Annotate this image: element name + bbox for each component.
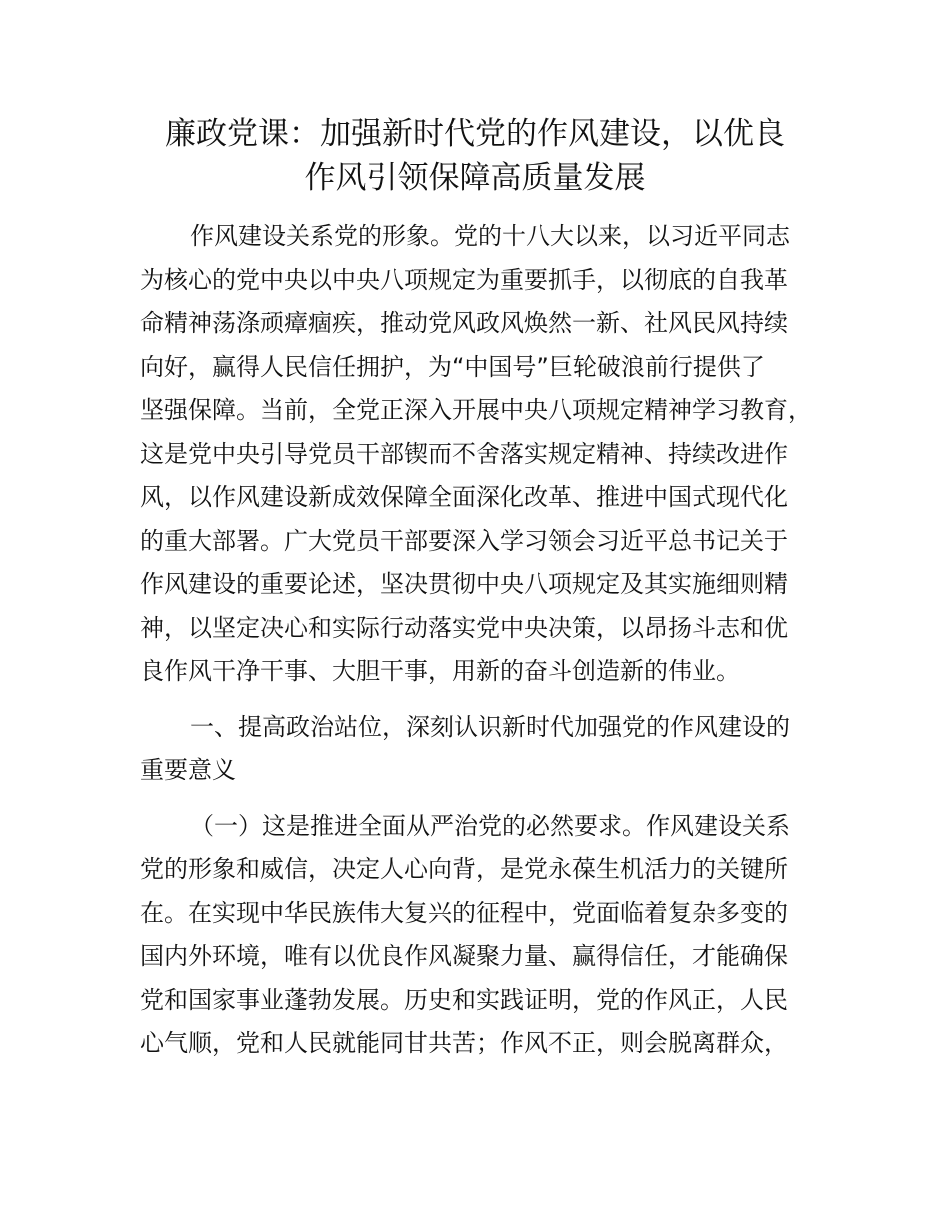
paragraph-intro xyxy=(140,215,820,694)
title-line: 廉政党课：加强新时代党的作风建设，以优良 xyxy=(165,116,785,152)
text-line: 心气顺，党和人民就能同甘共苦；作风不正，则会脱离群众， xyxy=(140,1029,788,1057)
paragraph-subsection-1 xyxy=(140,805,820,1066)
paragraph-spacer xyxy=(140,793,820,805)
text-line: 良作风干净干事、大胆干事，用新的奋斗创造新的伟业。 xyxy=(140,657,740,685)
document-title xyxy=(100,112,850,199)
text-line: 为核心的党中央以中央八项规定为重要抓手，以彻底的自我革 xyxy=(140,265,788,294)
text-line: 命精神荡涤顽瘴痼疾，推动党风政风焕然一新、社风民风持续 xyxy=(140,309,788,337)
paragraph-spacer xyxy=(140,694,820,706)
text-line: 这是党中央引导党员干部锲而不舍落实规定精神、持续改进作 xyxy=(140,439,788,468)
text-line: 作风建设关系党的形象。党的十八大以来，以习近平同志 xyxy=(190,222,790,250)
text-line: 坚强保障。当前，全党正深入开展中央八项规定精神学习教育， xyxy=(140,396,812,424)
text-line: 国内外环境，唯有以优良作风凝聚力量、赢得信任，才能确保 xyxy=(140,942,788,970)
section-heading xyxy=(140,706,820,793)
heading-line: 一、提高政治站位，深刻认识新时代加强党的作风建设的 xyxy=(190,712,790,741)
heading-line: 重要意义 xyxy=(140,756,236,784)
text-line: 向好，赢得人民信任拥护，为“中国号”巨轮破浪前行提供了 xyxy=(140,352,765,381)
text-line: 党和国家事业蓬勃发展。历史和实践证明，党的作风正，人民 xyxy=(140,985,788,1014)
text-line: 作风建设的重要论述，坚决贯彻中央八项规定及其实施细则精 xyxy=(140,570,788,598)
text-line: 神，以坚定决心和实际行动落实党中央决策，以昂扬斗志和优 xyxy=(140,613,788,642)
document-body xyxy=(140,215,820,1066)
text-line: 在。在实现中华民族伟大复兴的征程中，党面临着复杂多变的 xyxy=(140,898,788,927)
text-line: 党的形象和威信，决定人心向背，是党永葆生机活力的关键所 xyxy=(140,855,788,883)
text-line: （一）这是推进全面从严治党的必然要求。作风建设关系 xyxy=(190,811,790,840)
text-line: 的重大部署。广大党员干部要深入学习领会习近平总书记关于 xyxy=(140,526,788,555)
title-line: 作风引领保障高质量发展 xyxy=(304,159,646,196)
text-line: 风，以作风建设新成效保障全面深化改革、推进中国式现代化 xyxy=(140,483,788,511)
